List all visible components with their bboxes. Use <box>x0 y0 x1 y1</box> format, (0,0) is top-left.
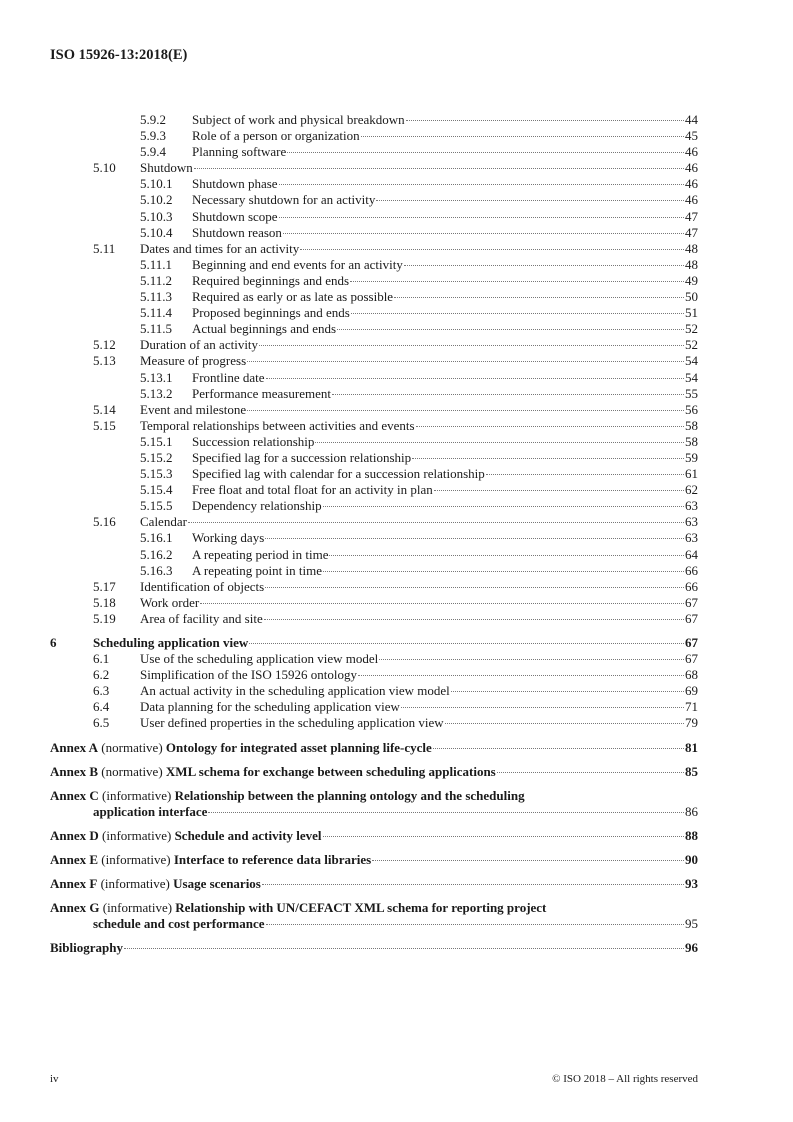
section-number: 5.10.4 <box>140 224 173 240</box>
dot-leader <box>372 860 684 861</box>
section-number: 5.11 <box>93 240 116 256</box>
dot-leader <box>412 458 684 459</box>
section-title: Role of a person or organization <box>192 128 360 144</box>
section-title: Calendar <box>140 514 187 530</box>
toc-entry[interactable] <box>50 402 698 418</box>
page-ref: 86 <box>685 803 698 819</box>
dot-leader <box>287 152 684 153</box>
toc-entry[interactable] <box>50 321 698 337</box>
section-title: An actual activity in the scheduling application view model <box>140 683 450 699</box>
section-number: 5.10.3 <box>140 208 173 224</box>
toc-annex-entry[interactable] <box>50 900 698 916</box>
page-ref: 79 <box>685 715 698 731</box>
page-ref: 48 <box>685 256 698 272</box>
page-ref: 54 <box>685 369 698 385</box>
section-number: 5.15.3 <box>140 466 173 482</box>
section-title: Subject of work and physical breakdown <box>192 112 405 127</box>
annex-type: (informative) <box>102 787 172 803</box>
section-title: Shutdown scope <box>192 208 278 224</box>
dot-leader <box>194 168 684 169</box>
section-number: 5.9.2 <box>140 112 166 127</box>
section-number: 5.11.2 <box>140 272 173 288</box>
dot-leader <box>361 136 684 137</box>
dot-leader <box>266 924 684 925</box>
dot-leader <box>350 281 684 282</box>
dot-leader <box>486 474 684 475</box>
section-title: Use of the scheduling application view model <box>140 651 379 667</box>
dot-leader <box>265 538 684 539</box>
toc-entry[interactable] <box>50 386 698 402</box>
section-title: Simplification of the ISO 15926 ontology <box>140 667 358 683</box>
page-ref: 48 <box>685 240 698 256</box>
dot-leader <box>406 120 684 121</box>
section-number: 5.9.3 <box>140 128 166 144</box>
toc-entry[interactable] <box>50 563 698 579</box>
page-ref: 61 <box>685 466 698 482</box>
dot-leader <box>315 442 684 443</box>
toc-entry[interactable] <box>50 144 698 160</box>
table-of-contents <box>50 112 698 957</box>
section-title: Temporal relationships between activities and events <box>140 417 415 433</box>
annex-title: Ontology for integrated asset planning life-cycle <box>165 739 432 755</box>
dot-leader <box>379 659 684 660</box>
toc-entry[interactable] <box>50 112 698 128</box>
section-title: Specified lag with calendar for a succession relationship <box>192 466 485 482</box>
section-number: 5.15.4 <box>140 482 173 498</box>
section-title: Data planning for the scheduling application view <box>140 699 400 715</box>
section-title: Measure of progress <box>140 353 247 369</box>
dot-leader <box>451 691 684 692</box>
section-number: 6.5 <box>93 715 110 731</box>
section-number: 5.15 <box>93 417 116 433</box>
annex-title-continued: schedule and cost performance <box>93 916 265 932</box>
dot-leader <box>265 587 684 588</box>
dot-leader <box>323 571 684 572</box>
annex-heading <box>50 788 525 804</box>
annex-heading <box>50 764 496 780</box>
section-number: 5.15.5 <box>140 498 173 514</box>
section-title: Dependency relationship <box>192 498 322 514</box>
toc-entry[interactable] <box>50 176 698 192</box>
section-title: Area of facility and site <box>140 610 263 626</box>
dot-leader <box>259 345 684 346</box>
annex-title: XML schema for exchange between scheduling applications <box>165 763 496 779</box>
section-title: Beginning and end events for an activity <box>192 256 403 272</box>
toc-annex-entry[interactable] <box>50 788 698 804</box>
section-title: Necessary shutdown for an activity <box>192 192 376 208</box>
section-number: 5.14 <box>93 401 116 417</box>
page-ref: 67 <box>685 594 698 610</box>
page-ref: 52 <box>685 321 698 337</box>
page-ref: 45 <box>685 128 698 144</box>
toc-entry[interactable] <box>50 450 698 466</box>
section-number: 5.17 <box>93 578 116 594</box>
annex-title: Interface to reference data libraries <box>173 852 372 868</box>
toc-entry[interactable] <box>50 160 698 176</box>
toc-entry[interactable] <box>50 466 698 482</box>
dot-leader <box>247 410 684 411</box>
page-ref: 47 <box>685 208 698 224</box>
page-ref: 63 <box>685 498 698 514</box>
toc-annex-entry[interactable] <box>50 852 698 868</box>
annex-heading <box>50 828 322 844</box>
toc-annex-entry[interactable] <box>50 740 698 756</box>
annex-label: Annex B <box>50 763 99 779</box>
section-number: 5.12 <box>93 337 116 353</box>
dot-leader <box>445 723 684 724</box>
section-number: 5.18 <box>93 594 116 610</box>
annex-heading <box>50 740 432 756</box>
page-ref: 49 <box>685 272 698 288</box>
toc-entry[interactable] <box>50 241 698 257</box>
toc-chapter-entry[interactable] <box>50 635 698 651</box>
annex-type: (informative) <box>102 827 172 843</box>
toc-entry[interactable] <box>50 209 698 225</box>
section-number: 5.13 <box>93 353 116 369</box>
dot-leader <box>394 297 684 298</box>
annex-type: (informative) <box>100 876 170 892</box>
toc-entry[interactable] <box>50 667 698 683</box>
toc-annex-entry[interactable] <box>50 876 698 892</box>
section-title: Working days <box>192 530 265 546</box>
section-title: Free float and total float for an activity in plan <box>192 482 433 498</box>
section-title: A repeating period in time <box>192 546 329 562</box>
page-ref: 56 <box>685 401 698 417</box>
page-ref: 59 <box>685 449 698 465</box>
chapter-title: Scheduling application view <box>93 635 249 650</box>
section-title: Shutdown reason <box>192 224 282 240</box>
page-ref: 51 <box>685 305 698 321</box>
section-number: 5.19 <box>93 610 116 626</box>
section-number: 5.10 <box>93 160 116 176</box>
section-number: 5.13.1 <box>140 369 173 385</box>
section-number: 5.16.3 <box>140 562 173 578</box>
dot-leader <box>279 217 684 218</box>
dot-leader <box>358 675 684 676</box>
page-ref: 85 <box>685 763 698 779</box>
section-number: 5.10.2 <box>140 192 173 208</box>
page-ref: 46 <box>685 160 698 176</box>
section-number: 6.3 <box>93 683 110 699</box>
dot-leader <box>262 884 684 885</box>
dot-leader <box>247 361 684 362</box>
toc-annex-entry[interactable] <box>50 828 698 844</box>
page-ref: 50 <box>685 289 698 305</box>
section-number: 6.1 <box>93 651 110 667</box>
page-ref: 62 <box>685 482 698 498</box>
dot-leader <box>323 506 684 507</box>
toc-entry[interactable] <box>50 498 698 514</box>
dot-leader <box>433 748 684 749</box>
dot-leader <box>332 394 684 395</box>
bibliography-title: Bibliography <box>50 940 123 956</box>
page-ref: 68 <box>685 667 698 683</box>
section-title: Specified lag for a succession relationship <box>192 449 412 465</box>
page-ref: 58 <box>685 417 698 433</box>
toc-entry[interactable] <box>50 370 698 386</box>
dot-leader <box>200 603 684 604</box>
page-ref: 67 <box>685 610 698 626</box>
section-number: 6.4 <box>93 699 110 715</box>
section-title: Work order <box>140 594 200 610</box>
toc-annex-continuation[interactable] <box>50 916 698 932</box>
annex-label: Annex A <box>50 739 99 755</box>
dot-leader <box>497 772 684 773</box>
section-number: 5.16.2 <box>140 546 173 562</box>
dot-leader <box>249 643 684 644</box>
page-ref: 66 <box>685 578 698 594</box>
section-title: Dates and times for an activity <box>140 240 300 256</box>
dot-leader <box>283 233 684 234</box>
toc-entry[interactable] <box>50 225 698 241</box>
toc-entry[interactable] <box>50 547 698 563</box>
annex-type: (informative) <box>102 900 173 916</box>
toc-entry[interactable] <box>50 699 698 715</box>
section-title: Performance measurement <box>192 385 331 401</box>
toc-entry[interactable] <box>50 482 698 498</box>
section-number: 5.16 <box>93 514 116 530</box>
dot-leader <box>264 619 684 620</box>
section-number: 5.13.2 <box>140 385 173 401</box>
toc-bibliography-entry[interactable] <box>50 940 698 956</box>
section-title: Actual beginnings and ends <box>192 321 337 337</box>
annex-label: Annex G <box>50 900 100 916</box>
toc-entry[interactable] <box>50 611 698 627</box>
section-title: Planning software <box>192 144 287 160</box>
dot-leader <box>337 329 684 330</box>
page-ref: 54 <box>685 353 698 369</box>
page-ref: 88 <box>685 827 698 843</box>
toc-entry[interactable] <box>50 418 698 434</box>
dot-leader <box>279 184 684 185</box>
section-number: 5.15.2 <box>140 449 173 465</box>
dot-leader <box>376 200 684 201</box>
page-ref: 67 <box>685 651 698 667</box>
section-title: Frontline date <box>192 369 265 385</box>
annex-title: Usage scenarios <box>173 876 261 892</box>
section-title: User defined properties in the scheduling application view <box>140 715 444 731</box>
page-ref: 96 <box>685 940 698 956</box>
page-number: iv <box>50 1073 59 1085</box>
toc-entry[interactable] <box>50 289 698 305</box>
page-ref: 64 <box>685 546 698 562</box>
dot-leader <box>401 707 684 708</box>
section-title: Duration of an activity <box>140 337 259 353</box>
dot-leader <box>300 249 684 250</box>
page-ref: 66 <box>685 562 698 578</box>
toc-entry[interactable] <box>50 273 698 289</box>
section-number: 5.10.1 <box>140 176 173 192</box>
toc-entry[interactable] <box>50 128 698 144</box>
chapter-number: 6 <box>50 635 57 650</box>
dot-leader <box>416 426 684 427</box>
section-number: 5.11.5 <box>140 321 173 337</box>
page-ref: 58 <box>685 433 698 449</box>
toc-entry[interactable] <box>50 579 698 595</box>
toc-entry[interactable] <box>50 514 698 530</box>
section-title: Identification of objects <box>140 578 265 594</box>
page-ref: 69 <box>685 683 698 699</box>
page-ref: 71 <box>685 699 698 715</box>
annex-label: Annex E <box>50 852 99 868</box>
page-ref: 44 <box>685 112 698 127</box>
dot-leader <box>124 948 684 949</box>
toc-entry[interactable] <box>50 530 698 546</box>
page-ref: 46 <box>685 192 698 208</box>
document-header: ISO 15926-13:2018(E) <box>50 47 188 63</box>
section-title: Event and milestone <box>140 401 247 417</box>
annex-title: Relationship with UN/CEFACT XML schema for reporting project <box>175 900 547 916</box>
annex-type: (normative) <box>101 763 163 779</box>
dot-leader <box>329 555 684 556</box>
page-ref: 52 <box>685 337 698 353</box>
section-title: A repeating point in time <box>192 562 322 578</box>
toc-annex-continuation[interactable] <box>50 804 698 820</box>
annex-title: Relationship between the planning ontology and the scheduling <box>174 787 525 803</box>
page-ref: 63 <box>685 530 698 546</box>
annex-label: Annex C <box>50 787 99 803</box>
section-number: 6.2 <box>93 667 110 683</box>
annex-heading <box>50 852 371 868</box>
annex-title: Schedule and activity level <box>174 827 322 843</box>
section-number: 5.16.1 <box>140 530 173 546</box>
dot-leader <box>188 522 684 523</box>
page-ref: 63 <box>685 514 698 530</box>
section-title: Succession relationship <box>192 433 315 449</box>
section-title: Shutdown <box>140 160 193 176</box>
page-ref: 93 <box>685 876 698 892</box>
page-ref: 47 <box>685 224 698 240</box>
page-ref: 55 <box>685 385 698 401</box>
section-number: 5.11.3 <box>140 289 173 305</box>
dot-leader <box>208 812 684 813</box>
toc-entry[interactable] <box>50 434 698 450</box>
dot-leader <box>266 378 684 379</box>
section-title: Shutdown phase <box>192 176 278 192</box>
annex-heading <box>50 876 261 892</box>
page-ref: 67 <box>685 635 698 650</box>
annex-heading <box>50 900 546 916</box>
section-number: 5.9.4 <box>140 144 166 160</box>
toc-entry[interactable] <box>50 651 698 667</box>
section-number: 5.11.1 <box>140 256 173 272</box>
copyright-notice: © ISO 2018 – All rights reserved <box>552 1073 698 1085</box>
page-ref: 81 <box>685 739 698 755</box>
toc-entry[interactable] <box>50 683 698 699</box>
section-title: Required beginnings and ends <box>192 272 350 288</box>
dot-leader <box>351 313 684 314</box>
page-ref: 46 <box>685 144 698 160</box>
annex-label: Annex D <box>50 827 99 843</box>
page-ref: 90 <box>685 852 698 868</box>
annex-type: (normative) <box>101 739 163 755</box>
section-title: Required as early or as late as possible <box>192 289 394 305</box>
page-ref: 46 <box>685 176 698 192</box>
toc-entry[interactable] <box>50 192 698 208</box>
section-title: Proposed beginnings and ends <box>192 305 350 321</box>
toc-entry[interactable] <box>50 595 698 611</box>
annex-type: (informative) <box>101 852 171 868</box>
toc-entry[interactable] <box>50 715 698 731</box>
toc-entry[interactable] <box>50 337 698 353</box>
annex-title-continued: application interface <box>93 803 208 819</box>
dot-leader <box>434 490 684 491</box>
section-number: 5.11.4 <box>140 305 173 321</box>
page-ref: 95 <box>685 916 698 932</box>
annex-label: Annex F <box>50 876 98 892</box>
toc-entry[interactable] <box>50 305 698 321</box>
toc-entry[interactable] <box>50 257 698 273</box>
dot-leader <box>323 836 684 837</box>
section-number: 5.15.1 <box>140 433 173 449</box>
toc-entry[interactable] <box>50 353 698 369</box>
toc-annex-entry[interactable] <box>50 764 698 780</box>
dot-leader <box>404 265 684 266</box>
